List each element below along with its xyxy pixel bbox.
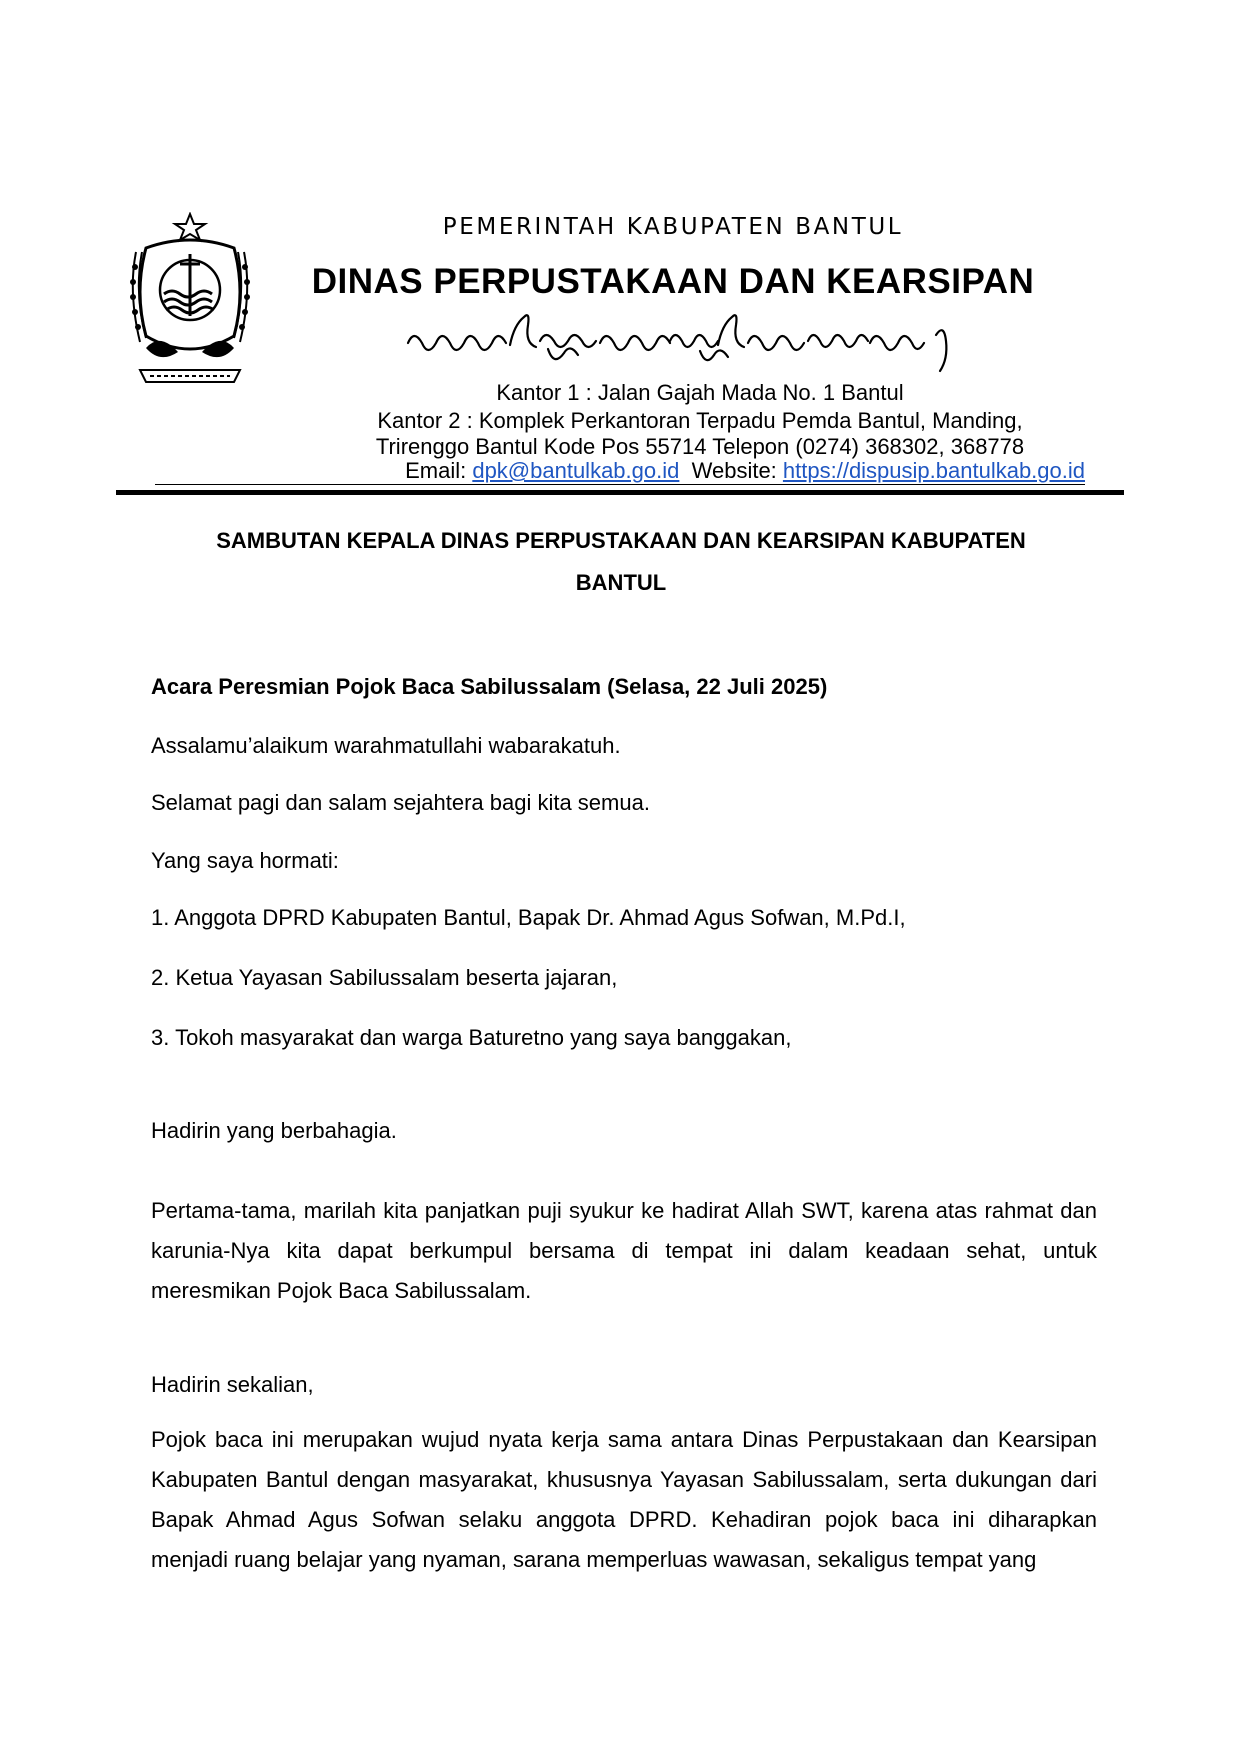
greeting-salam: Assalamu’alaikum warahmatullahi wabarakatuh. [151,733,621,758]
audience-address: Hadirin yang berbahagia. [151,1118,397,1143]
event-heading: Acara Peresmian Pojok Baca Sabilussalam (Selasa, 22 Juli 2025) [151,674,828,699]
body-paragraph: Pojok baca ini merupakan wujud nyata kerja sama antara Dinas Perpustakaan dan Kearsipan Kabupaten Bantul dengan masyarakat, khususnya Yayasan Sabilussalam, serta dukungan dari Bapak Ahmad Agus Sofwan selaku anggota DPRD. Kehadiran pojok baca ini diharapkan menjadi ruang belajar yang nyaman, sarana memperluas wawasan, sekaligus tempat yang [151,1427,1097,1572]
speech-title [150,520,1092,604]
letterhead-divider [116,490,1124,495]
audience-address: Hadirin sekalian, [151,1372,314,1397]
body-paragraph: Pertama-tama, marilah kita panjatkan puji syukur ke hadirat Allah SWT, karena atas rahmat dan karunia-Nya kita dapat berkumpul bersama di tempat ini dalam keadaan sehat, untuk meresmikan Pojok Baca Sabilussalam. [151,1198,1097,1303]
office-address-2: Kantor 2 : Komplek Perkantoran Terpadu Pemda Bantul, Manding, [377,408,1023,433]
government-name: PEMERINTAH KABUPATEN BANTUL [442,214,904,240]
agency-title: DINAS PERPUSTAKAAN DAN KEARSIPAN [311,262,1035,301]
honoree-item: 2. Ketua Yayasan Sabilussalam beserta jajaran, [151,965,618,990]
speech-title-line-2: BANTUL [575,570,667,595]
contact-line [155,458,1085,485]
website-link[interactable]: https://dispusip.bantulkab.go.id [782,458,1085,483]
honoree-item: 1. Anggota DPRD Kabupaten Bantul, Bapak Dr. Ahmad Agus Sofwan, M.Pd.I, [151,905,906,930]
greeting-morning: Selamat pagi dan salam sejahtera bagi kita semua. [151,790,650,815]
honoree-item: 3. Tokoh masyarakat dan warga Baturetno yang saya banggakan, [151,1025,792,1050]
email-link[interactable]: dpk@bantulkab.go.id [472,458,680,483]
honorees-intro: Yang saya hormati: [151,848,339,873]
javanese-script-agency-name [400,305,960,375]
email-label: Email: [405,458,473,483]
website-label: Website: [679,458,783,483]
office-address-3: Trirenggo Bantul Kode Pos 55714 Telepon (0274) 368302, 368778 [375,434,1025,459]
office-address-1: Kantor 1 : Jalan Gajah Mada No. 1 Bantul [496,380,904,405]
speech-title-line-1: SAMBUTAN KEPALA DINAS PERPUSTAKAAN DAN KEARSIPAN KABUPATEN [216,528,1026,553]
